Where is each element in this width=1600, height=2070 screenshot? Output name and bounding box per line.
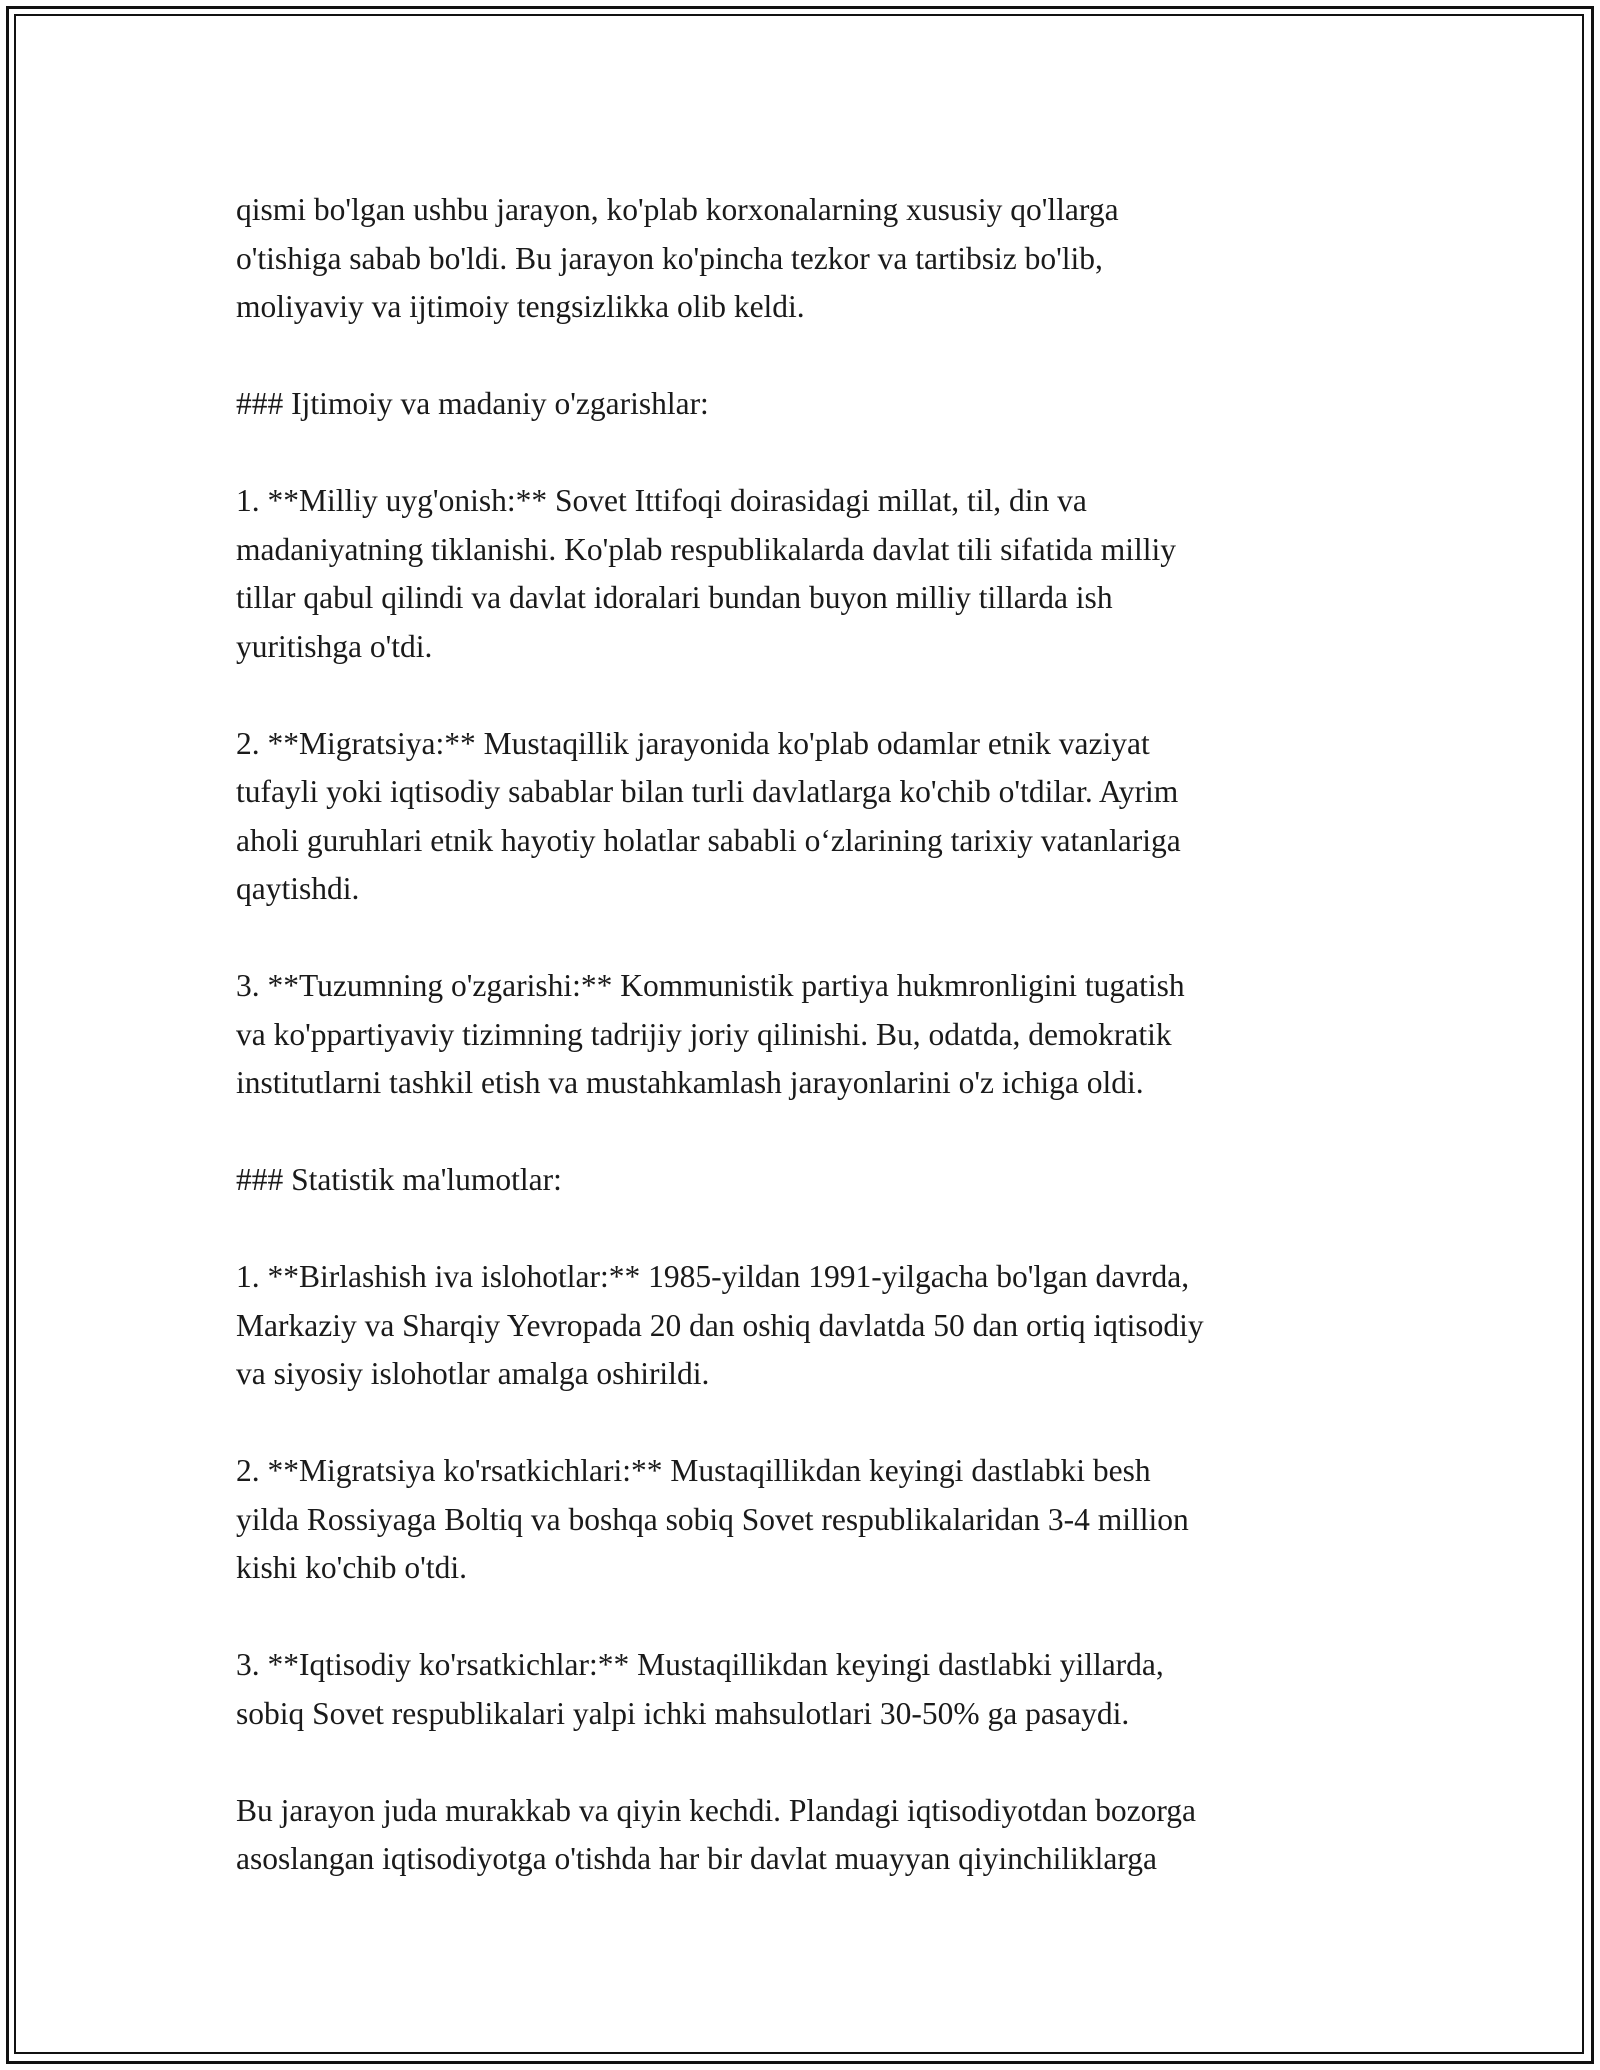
text-line: 1. **Milliy uyg'onish:** Sovet Ittifoqi doirasidagi millat, til, din va — [236, 483, 1087, 518]
text-line: tillar qabul qilindi va davlat idoralari bundan buyon milliy tillarda ish — [236, 580, 1113, 615]
text-line: aholi guruhlari etnik hayotiy holatlar sababli o‘zlarining tarixiy vatanlariga — [236, 822, 1181, 858]
section-heading-social-cultural — [236, 380, 1396, 429]
list-item-reforms — [236, 1253, 1396, 1399]
text-line: 3. **Tuzumning o'zgarishi:** Kommunistik partiya hukmronligini tugatish — [236, 968, 1185, 1003]
paragraph-privatization — [236, 186, 1396, 332]
text-line: madaniyatning tiklanishi. Ko'plab respublikalarda davlat tili sifatida milliy — [236, 531, 1176, 567]
text-line: yuritishga o'tdi. — [236, 628, 433, 664]
text-line: Bu jarayon juda murakkab va qiyin kechdi. Plandagi iqtisodiyotdan bozorga — [236, 1792, 1196, 1828]
heading-line: ### Ijtimoiy va madaniy o'zgarishlar: — [236, 386, 709, 421]
list-item-migration — [236, 720, 1396, 914]
text-line: qaytishdi. — [236, 871, 360, 906]
list-item-national-revival — [236, 477, 1396, 671]
text-line: sobiq Sovet respublikalari yalpi ichki mahsulotlari 30-50% ga pasaydi. — [236, 1695, 1130, 1731]
text-line: kishi ko'chib o'tdi. — [236, 1550, 467, 1585]
list-item-migration-indicators — [236, 1447, 1396, 1593]
text-line: 1. **Birlashish iva islohotlar:** 1985-yildan 1991-yilgacha bo'lgan davrda, — [236, 1259, 1190, 1294]
text-line: o'tishiga sabab bo'ldi. Bu jarayon ko'pincha tezkor va tartibsiz bo'lib, — [236, 240, 1103, 276]
text-line: yilda Rossiyaga Boltiq va boshqa sobiq Sovet respublikalaridan 3-4 million — [236, 1501, 1189, 1537]
text-line: asoslangan iqtisodiyotga o'tishda har bir davlat muayyan qiyinchiliklarga — [236, 1841, 1158, 1876]
text-line: va siyosiy islohotlar amalga oshirildi. — [236, 1356, 710, 1391]
text-line: 2. **Migratsiya:** Mustaqillik jarayonida ko'plab odamlar etnik vaziyat — [236, 725, 1150, 761]
text-line: va ko'ppartiyaviy tizimning tadrijiy joriy qilinishi. Bu, odatda, demokratik — [236, 1016, 1172, 1052]
heading-line: ### Statistik ma'lumotlar: — [236, 1162, 562, 1197]
text-line: institutlarni tashkil etish va mustahkamlash jarayonlarini o'z ichiga oldi. — [236, 1065, 1144, 1100]
text-line: moliyaviy va ijtimoiy tengsizlikka olib keldi. — [236, 289, 805, 324]
list-item-economic-indicators — [236, 1641, 1396, 1738]
list-item-regime-change — [236, 962, 1396, 1108]
section-heading-statistics — [236, 1156, 1396, 1205]
text-line: Markaziy va Sharqiy Yevropada 20 dan oshiq davlatda 50 dan ortiq iqtisodiy — [236, 1307, 1204, 1343]
text-line: 3. **Iqtisodiy ko'rsatkichlar:** Mustaqillikdan keyingi dastlabki yillarda, — [236, 1647, 1164, 1682]
text-line: qismi bo'lgan ushbu jarayon, ko'plab korxonalarning xususiy qo'llarga — [236, 192, 1119, 227]
text-line: tufayli yoki iqtisodiy sabablar bilan turli davlatlarga ko'chib o'tdilar. Ayrim — [236, 774, 1179, 809]
document-body — [236, 186, 1396, 1884]
text-line: 2. **Migratsiya ko'rsatkichlari:** Mustaqillikdan keyingi dastlabki besh — [236, 1453, 1151, 1488]
paragraph-conclusion — [236, 1787, 1396, 1884]
